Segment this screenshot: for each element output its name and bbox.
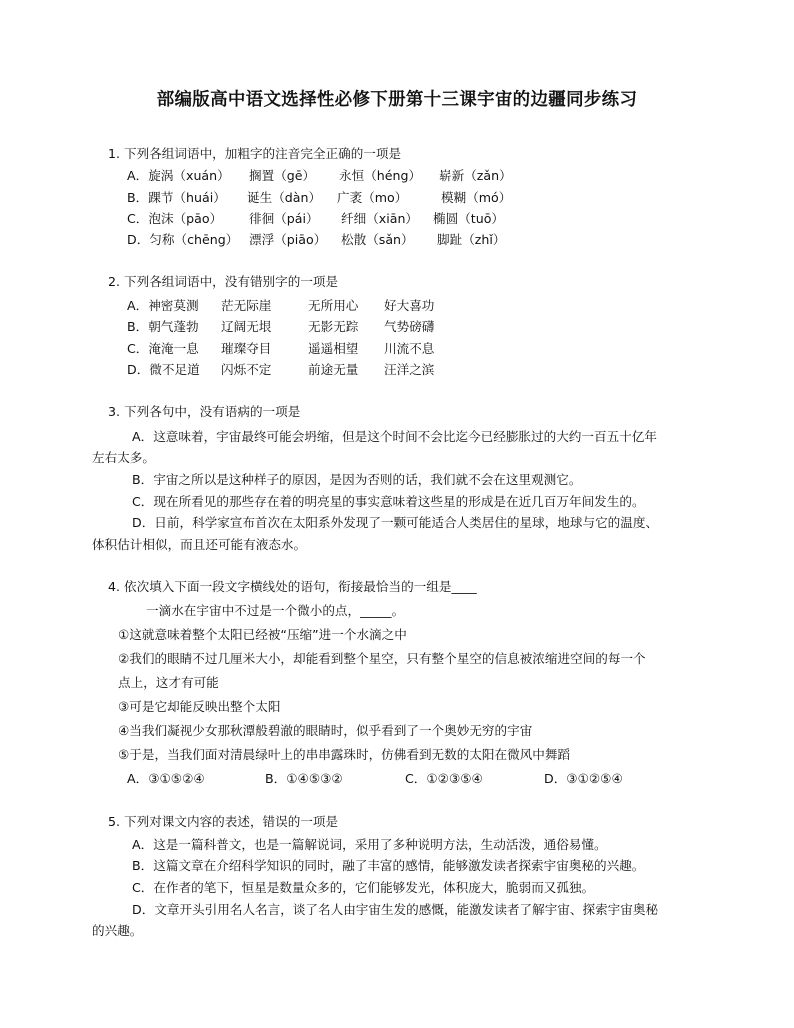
question-3-option-a-cont: 左右太多。: [92, 450, 155, 465]
question-3-option-d-cont: 体积估计相似，而且还可能有液态水。: [92, 537, 307, 552]
question-5-option-a: A．这是一篇科普文，也是一篇解说词，采用了多种说明方法，生动活泼，通俗易懂。: [132, 837, 607, 852]
option-word: 脚趾（zhǐ）: [437, 232, 506, 247]
question-1-option-c: [127, 211, 504, 227]
option-word: 诞生（dàn）: [247, 190, 322, 205]
question-2-stem: 2. 下列各组词语中，没有错别字的一项是: [108, 274, 339, 289]
option-word: 汪洋之滨: [384, 362, 435, 377]
question-5-option-c: C．在作者的笔下，恒星是数量众多的，它们能够发光，体积庞大，脆弱而又孤独。: [132, 880, 595, 895]
option-word: B．朝气蓬勃: [127, 319, 199, 334]
question-5-option-d: D．文章开头引用名人名言，谈了名人由宇宙生发的感慨，能激发读者了解宇宙、探索宇宙奥秘: [132, 902, 659, 917]
option-word: 模糊（mó）: [441, 190, 512, 205]
question-1-option-a: [127, 168, 512, 184]
question-1-stem: 1. 下列各组词语中，加粗字的注音完全正确的一项是: [108, 146, 402, 161]
option-word: 搁置（gē）: [249, 168, 316, 183]
option-word: A．神密莫测: [127, 298, 199, 313]
page-title: 部编版高中语文选择性必修下册第十三课宇宙的边疆同步练习: [156, 90, 638, 110]
option-word: 好大喜功: [384, 298, 435, 313]
question-5-stem: 5. 下列对课文内容的表述，错误的一项是: [108, 814, 339, 829]
question-4-item-3: ③可是它却能反映出整个太阳: [118, 699, 281, 714]
question-4-item-4: ④当我们凝视少女那秋潭般碧澈的眼睛时，似乎看到了一个奥妙无穷的宇宙: [118, 723, 533, 738]
option-word: 气势磅礴: [384, 319, 435, 334]
option-word: 永恒（héng）: [339, 168, 422, 183]
question-1-option-b: [127, 190, 511, 206]
question-5-option-d-cont: 的兴趣。: [92, 923, 143, 938]
option-word: 崭新（zǎn）: [439, 168, 512, 183]
option-word: C．泡沫（pāo）: [127, 211, 223, 226]
option-word: C．淹淹一息: [127, 341, 199, 356]
question-4-item-1: ①这就意味着整个太阳已经被“压缩”进一个水滴之中: [118, 627, 407, 642]
question-1-option-d: [127, 232, 505, 248]
option-word: 椭圆（tuō）: [433, 211, 504, 226]
question-4-passage: 一滴水在宇宙中不过是一个微小的点，_____。: [146, 603, 405, 618]
option-word: 璀璨夺目: [221, 341, 272, 356]
option-word: 纤细（xiān）: [341, 211, 419, 226]
option-word: 无所用心: [308, 298, 359, 313]
question-3-option-b: B．宇宙之所以是这种样子的原因，是因为否则的话，我们就不会在这里观测它。: [132, 472, 582, 487]
question-2-option-d: [127, 362, 434, 378]
option-word: 前途无量: [308, 362, 359, 377]
question-5-option-b: B．这篇文章在介绍科学知识的同时，融了丰富的感情，能够激发读者探索宇宙奥秘的兴趣。: [132, 858, 645, 873]
option-word: A．旋涡（xuán）: [127, 168, 230, 183]
question-3-option-a: A．这意味着，宇宙最终可能会坍缩，但是这个时间不会比迄今已经膨胀过的大约一百五十亿年: [132, 429, 657, 444]
question-4-options: [127, 771, 623, 787]
option-word: D．匀称（chēng）: [127, 232, 239, 247]
question-2-option-b: [127, 319, 434, 335]
option-word: 闪烁不定: [221, 362, 272, 377]
question-3-option-d: D．日前，科学家宣布首次在太阳系外发现了一颗可能适合人类居住的星球，地球与它的温度、: [132, 515, 659, 530]
option-word: 徘徊（pái）: [249, 211, 319, 226]
question-3-stem: 3. 下列各句中，没有语病的一项是: [108, 404, 301, 419]
question-3-option-c: C．现在所看见的那些存在着的明亮星的事实意味着这些星的形成是在近几百万年间发生的。: [132, 494, 645, 509]
option-word: 广袤（mo）: [337, 190, 408, 205]
option-word: 松散（sǎn）: [341, 232, 414, 247]
option-word: 辽阔无垠: [221, 319, 272, 334]
question-2-option-a: [127, 298, 434, 314]
question-4-item-5: ⑤于是，当我们面对清晨绿叶上的串串露珠时，仿佛看到无数的太阳在微风中舞蹈: [118, 747, 571, 762]
option-word: 茫无际崖: [221, 298, 272, 313]
option-answer: B．①④⑤③②: [265, 771, 343, 786]
question-4-item-2: ②我们的眼睛不过几厘米大小，却能看到整个星空，只有整个星空的信息被浓缩进空间的每一个: [118, 651, 646, 666]
question-4-stem: 4. 依次填入下面一段文字横线处的语句，衔接最恰当的一组是____: [108, 579, 477, 594]
question-2-option-c: [127, 341, 434, 357]
option-answer: A．③①⑤②④: [127, 771, 205, 786]
option-word: 川流不息: [384, 341, 435, 356]
option-word: B．踝节（huái）: [127, 190, 226, 205]
option-word: 漂浮（piāo）: [249, 232, 327, 247]
option-word: D．微不足道: [127, 362, 200, 377]
option-answer: C．①②③⑤④: [405, 771, 483, 786]
option-answer: D．③①②⑤④: [544, 771, 623, 786]
question-4-item-2-cont: 点上，这才有可能: [118, 675, 219, 690]
option-word: 遥遥相望: [308, 341, 359, 356]
option-word: 无影无踪: [308, 319, 359, 334]
